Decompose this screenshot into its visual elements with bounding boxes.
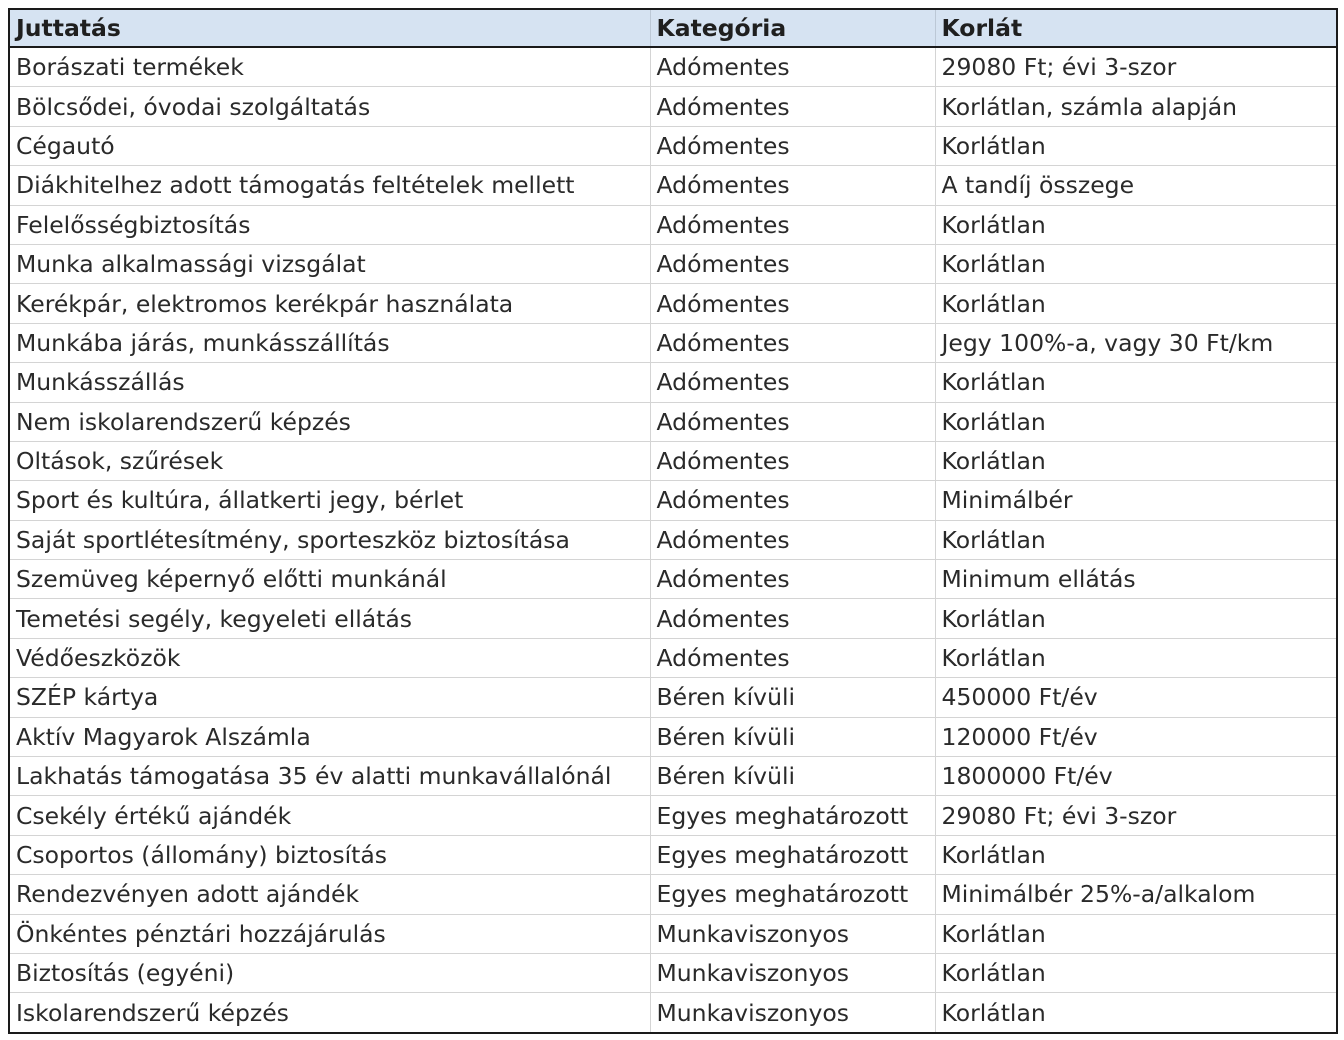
category-cell: Munkaviszonyos — [650, 914, 935, 953]
category-cell: Egyes meghatározott — [650, 875, 935, 914]
limit-cell: 29080 Ft; évi 3-szor — [935, 47, 1337, 87]
limit-cell: Korlátlan — [935, 953, 1337, 992]
table-row — [9, 244, 1337, 283]
table-row — [9, 835, 1337, 874]
benefit-name-cell: Munkába járás, munkásszállítás — [9, 323, 650, 362]
category-cell: Adómentes — [650, 47, 935, 87]
category-cell: Adómentes — [650, 166, 935, 205]
limit-cell: Korlátlan — [935, 126, 1337, 165]
category-cell: Adómentes — [650, 126, 935, 165]
benefit-name-cell: Nem iskolarendszerű képzés — [9, 402, 650, 441]
category-cell: Adómentes — [650, 205, 935, 244]
table-row — [9, 166, 1337, 205]
category-cell: Munkaviszonyos — [650, 953, 935, 992]
benefit-name-cell: Borászati termékek — [9, 47, 650, 87]
limit-cell: Korlátlan — [941, 998, 1046, 1027]
limit-cell: Korlátlan — [935, 441, 1337, 480]
limit-cell: Korlátlan — [935, 914, 1337, 953]
table-row — [9, 678, 1337, 717]
category-cell: Adómentes — [650, 599, 935, 638]
category-cell: Egyes meghatározott — [650, 835, 935, 874]
table-row — [9, 599, 1337, 638]
limit-cell: Korlátlan — [935, 599, 1337, 638]
benefit-name-cell: Védőeszközök — [9, 638, 650, 677]
table-row — [9, 757, 1337, 796]
table-row — [9, 87, 1337, 126]
limit-cell: Korlátlan — [935, 520, 1337, 559]
benefit-name-cell: Aktív Magyarok Alszámla — [9, 717, 650, 756]
benefit-name-cell: SZÉP kártya — [9, 678, 650, 717]
limit-cell: Korlátlan — [935, 638, 1337, 677]
table-row — [9, 796, 1337, 835]
benefit-name-cell: Csoportos (állomány) biztosítás — [9, 835, 650, 874]
benefit-name-cell: Oltások, szűrések — [9, 441, 650, 480]
limit-cell: Minimum ellátás — [935, 560, 1337, 599]
benefit-name-cell: Önkéntes pénztári hozzájárulás — [9, 914, 650, 953]
limit-cell: Minimálbér — [935, 481, 1337, 520]
category-cell: Munkaviszonyos — [650, 993, 935, 1033]
table-row — [9, 363, 1337, 402]
category-cell: Béren kívüli — [650, 717, 935, 756]
table-row — [9, 205, 1337, 244]
benefit-name-cell: Cégautó — [9, 126, 650, 165]
table-header-row — [9, 9, 1337, 47]
category-cell: Adómentes — [650, 520, 935, 559]
benefit-name-cell: Saját sportlétesítmény, sporteszköz biztosítása — [9, 520, 650, 559]
column-header-korlat: Korlát — [935, 9, 1337, 47]
table-row — [9, 953, 1337, 992]
limit-cell: Minimálbér 25%-a/alkalom — [935, 875, 1337, 914]
table-row — [9, 441, 1337, 480]
benefit-name-cell: Felelősségbiztosítás — [9, 205, 650, 244]
limit-cell: 29080 Ft; évi 3-szor — [935, 796, 1337, 835]
table-row — [9, 47, 1337, 87]
category-cell: Béren kívüli — [650, 678, 935, 717]
limit-cell: Jegy 100%-a, vagy 30 Ft/km — [935, 323, 1337, 362]
category-cell: Egyes meghatározott — [650, 796, 935, 835]
table-row — [9, 284, 1337, 323]
limit-cell: A tandíj összege — [935, 166, 1337, 205]
table-row — [9, 126, 1337, 165]
benefit-name-cell: Csekély értékű ajándék — [9, 796, 650, 835]
table-row — [9, 323, 1337, 362]
table-row — [9, 717, 1337, 756]
table-body — [9, 47, 1337, 1033]
limit-cell: Korlátlan — [935, 284, 1337, 323]
benefit-name-cell: Lakhatás támogatása 35 év alatti munkavállalónál — [9, 757, 650, 796]
category-cell: Adómentes — [650, 402, 935, 441]
benefit-name-cell: Bölcsődei, óvodai szolgáltatás — [9, 87, 650, 126]
benefit-name-cell: Rendezvényen adott ajándék — [9, 875, 650, 914]
category-cell: Adómentes — [650, 638, 935, 677]
limit-cell: Korlátlan — [935, 835, 1337, 874]
limit-cell: Korlátlan — [935, 363, 1337, 402]
category-cell: Adómentes — [650, 244, 935, 283]
category-cell: Adómentes — [650, 284, 935, 323]
limit-cell: 1800000 Ft/év — [935, 757, 1337, 796]
benefit-name-cell: Munkásszállás — [9, 363, 650, 402]
category-cell: Adómentes — [650, 441, 935, 480]
benefit-name-cell: Munka alkalmassági vizsgálat — [9, 244, 650, 283]
benefit-name-cell: Szemüveg képernyő előtti munkánál — [9, 560, 650, 599]
table-row — [9, 560, 1337, 599]
table-row — [9, 402, 1337, 441]
table-row — [9, 638, 1337, 677]
table-row — [9, 520, 1337, 559]
table-row — [9, 993, 1337, 1033]
limit-cell: Korlátlan — [935, 244, 1337, 283]
benefit-name-cell: Biztosítás (egyéni) — [9, 953, 650, 992]
limit-cell: Korlátlan — [935, 205, 1337, 244]
benefit-name-cell: Iskolarendszerű képzés — [9, 993, 650, 1033]
table-row — [9, 481, 1337, 520]
column-header-kategoria: Kategória — [650, 9, 935, 47]
limit-cell: Korlátlan — [935, 402, 1337, 441]
benefit-name-cell: Temetési segély, kegyeleti ellátás — [9, 599, 650, 638]
column-header-juttatas: Juttatás — [9, 9, 650, 47]
limit-cell: 450000 Ft/év — [935, 678, 1337, 717]
category-cell: Adómentes — [650, 323, 935, 362]
limit-cell: Korlátlan, számla alapján — [935, 87, 1337, 126]
category-cell: Adómentes — [650, 481, 935, 520]
category-cell: Adómentes — [650, 560, 935, 599]
table-row — [9, 875, 1337, 914]
category-cell: Adómentes — [650, 363, 935, 402]
category-cell: Adómentes — [650, 87, 935, 126]
benefits-table — [8, 8, 1338, 1034]
benefit-name-cell: Kerékpár, elektromos kerékpár használata — [9, 284, 650, 323]
benefit-name-cell: Diákhitelhez adott támogatás feltételek mellett — [9, 166, 650, 205]
category-cell: Béren kívüli — [650, 757, 935, 796]
benefit-name-cell: Sport és kultúra, állatkerti jegy, bérlet — [9, 481, 650, 520]
limit-cell: 120000 Ft/év — [935, 717, 1337, 756]
table-row — [9, 914, 1337, 953]
